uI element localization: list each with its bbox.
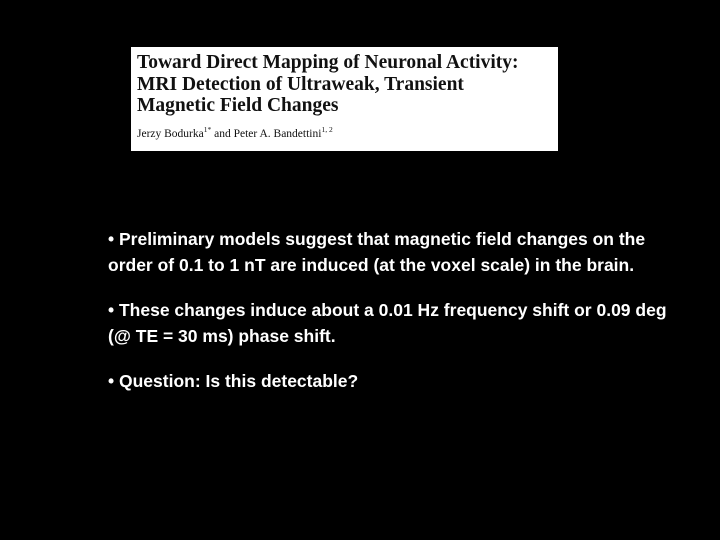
author-2-affiliation: 1, 2 (321, 124, 333, 134)
author-1-affiliation: 1* (203, 124, 212, 134)
paper-title-line-3: Magnetic Field Changes (137, 95, 339, 116)
bullet-item-frequency-shift: • These changes induce about a 0.01 Hz frequency shift or 0.09 deg (@ TE = 30 ms) phase shift. (108, 300, 667, 346)
bullet-list (108, 226, 668, 413)
paper-title-line-1: Toward Direct Mapping of Neuronal Activity: (137, 52, 519, 73)
author-conjunction: and (211, 127, 234, 140)
bullet-item-models: • Preliminary models suggest that magnetic field changes on the order of 0.1 to 1 nT are induced (at the voxel scale) in the brain. (108, 229, 646, 275)
author-1: Jerzy Bodurka (137, 127, 204, 140)
paper-title-line-2: MRI Detection of Ultraweak, Transient (137, 73, 464, 95)
paper-title-clipping (131, 47, 558, 151)
bullet-item-question: • Question: Is this detectable? (108, 371, 359, 391)
paper-authors (137, 124, 552, 141)
author-2: Peter A. Bandettini (233, 127, 322, 140)
paper-title (137, 52, 552, 117)
